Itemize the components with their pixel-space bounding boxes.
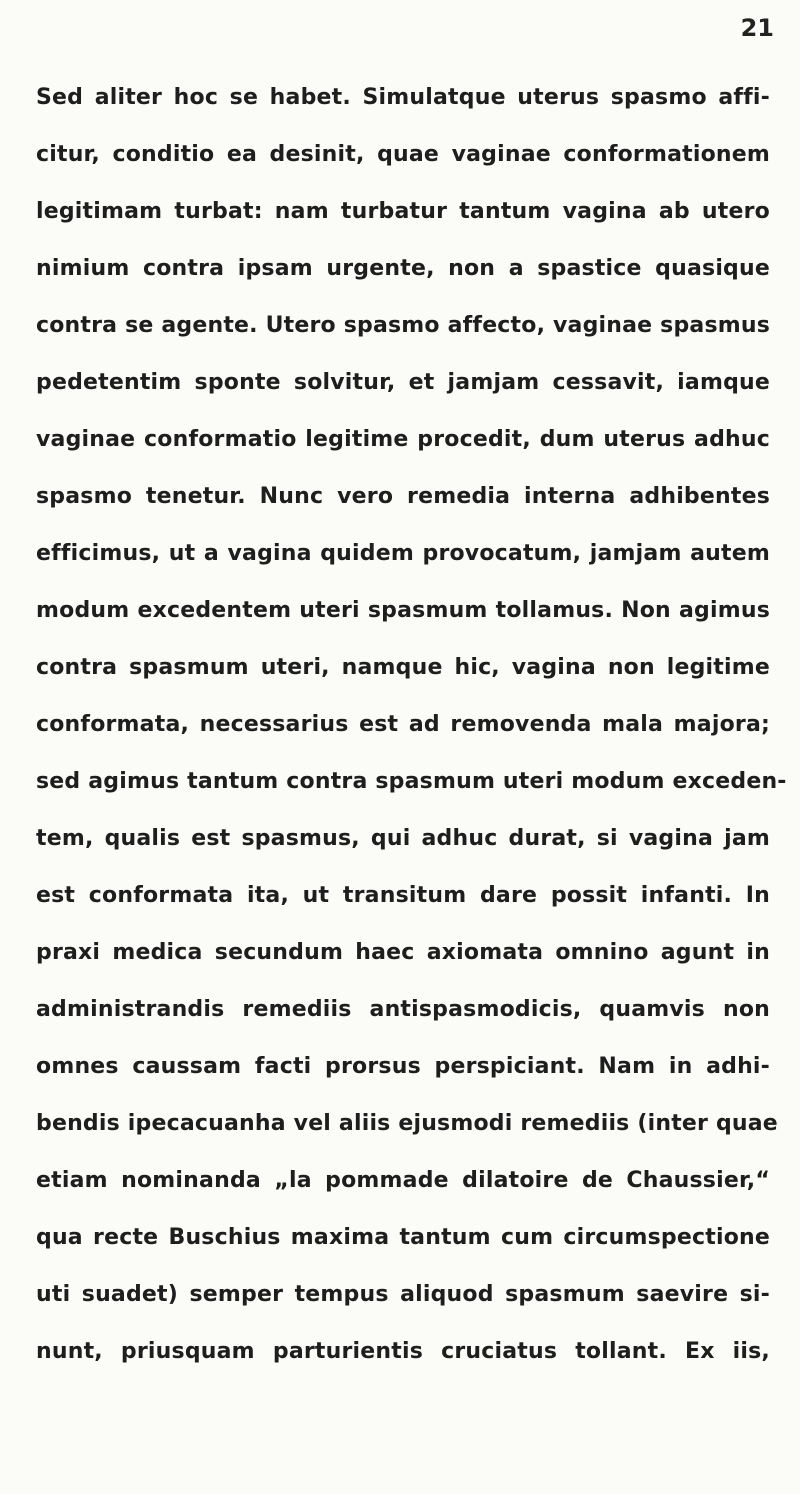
text-line-12: conformata, necessarius est ad removenda mala majora; xyxy=(36,712,770,737)
text-line-21: qua recte Buschius maxima tantum cum circumspectione xyxy=(36,1225,770,1250)
text-line-13: sed agimus tantum contra spasmum uteri modum exceden- xyxy=(36,769,787,794)
text-line-6: pedetentim sponte solvitur, et jamjam cessavit, iamque xyxy=(36,370,770,395)
text-line-3: legitimam turbat: nam turbatur tantum vagina ab utero xyxy=(36,199,770,224)
text-line-10: modum excedentem uteri spasmum tollamus. Non agimus xyxy=(36,598,770,623)
page-number: 21 xyxy=(740,14,774,42)
text-line-23: nunt, priusquam parturientis cruciatus tollant. Ex iis, xyxy=(36,1339,770,1364)
text-line-2: citur, conditio ea desinit, quae vaginae conformationem xyxy=(36,142,770,167)
text-line-11: contra spasmum uteri, namque hic, vagina non legitime xyxy=(36,655,770,680)
text-line-22: uti suadet) semper tempus aliquod spasmum saevire si- xyxy=(36,1282,770,1307)
text-line-8: spasmo tenetur. Nunc vero remedia interna adhibentes xyxy=(36,484,770,509)
text-line-19: bendis ipecacuanha vel aliis ejusmodi remediis (inter quae xyxy=(36,1111,778,1136)
text-line-15: est conformata ita, ut transitum dare possit infanti. In xyxy=(36,883,770,908)
text-line-14: tem, qualis est spasmus, qui adhuc durat, si vagina jam xyxy=(36,826,770,851)
text-line-9: efficimus, ut a vagina quidem provocatum, jamjam autem xyxy=(36,541,770,566)
text-line-7: vaginae conformatio legitime procedit, dum uterus adhuc xyxy=(36,427,770,452)
text-line-17: administrandis remediis antispasmodicis, quamvis non xyxy=(36,997,770,1022)
text-line-4: nimium contra ipsam urgente, non a spastice quasique xyxy=(36,256,770,281)
text-line-1: Sed aliter hoc se habet. Simulatque uterus spasmo affi- xyxy=(36,85,770,110)
text-line-5: contra se agente. Utero spasmo affecto, vaginae spasmus xyxy=(36,313,771,338)
text-line-20: etiam nominanda „la pommade dilatoire de Chaussier,“ xyxy=(36,1168,770,1193)
text-line-16: praxi medica secundum haec axiomata omnino agunt in xyxy=(36,940,770,965)
text-line-18: omnes caussam facti prorsus perspiciant. Nam in adhi- xyxy=(36,1054,770,1079)
